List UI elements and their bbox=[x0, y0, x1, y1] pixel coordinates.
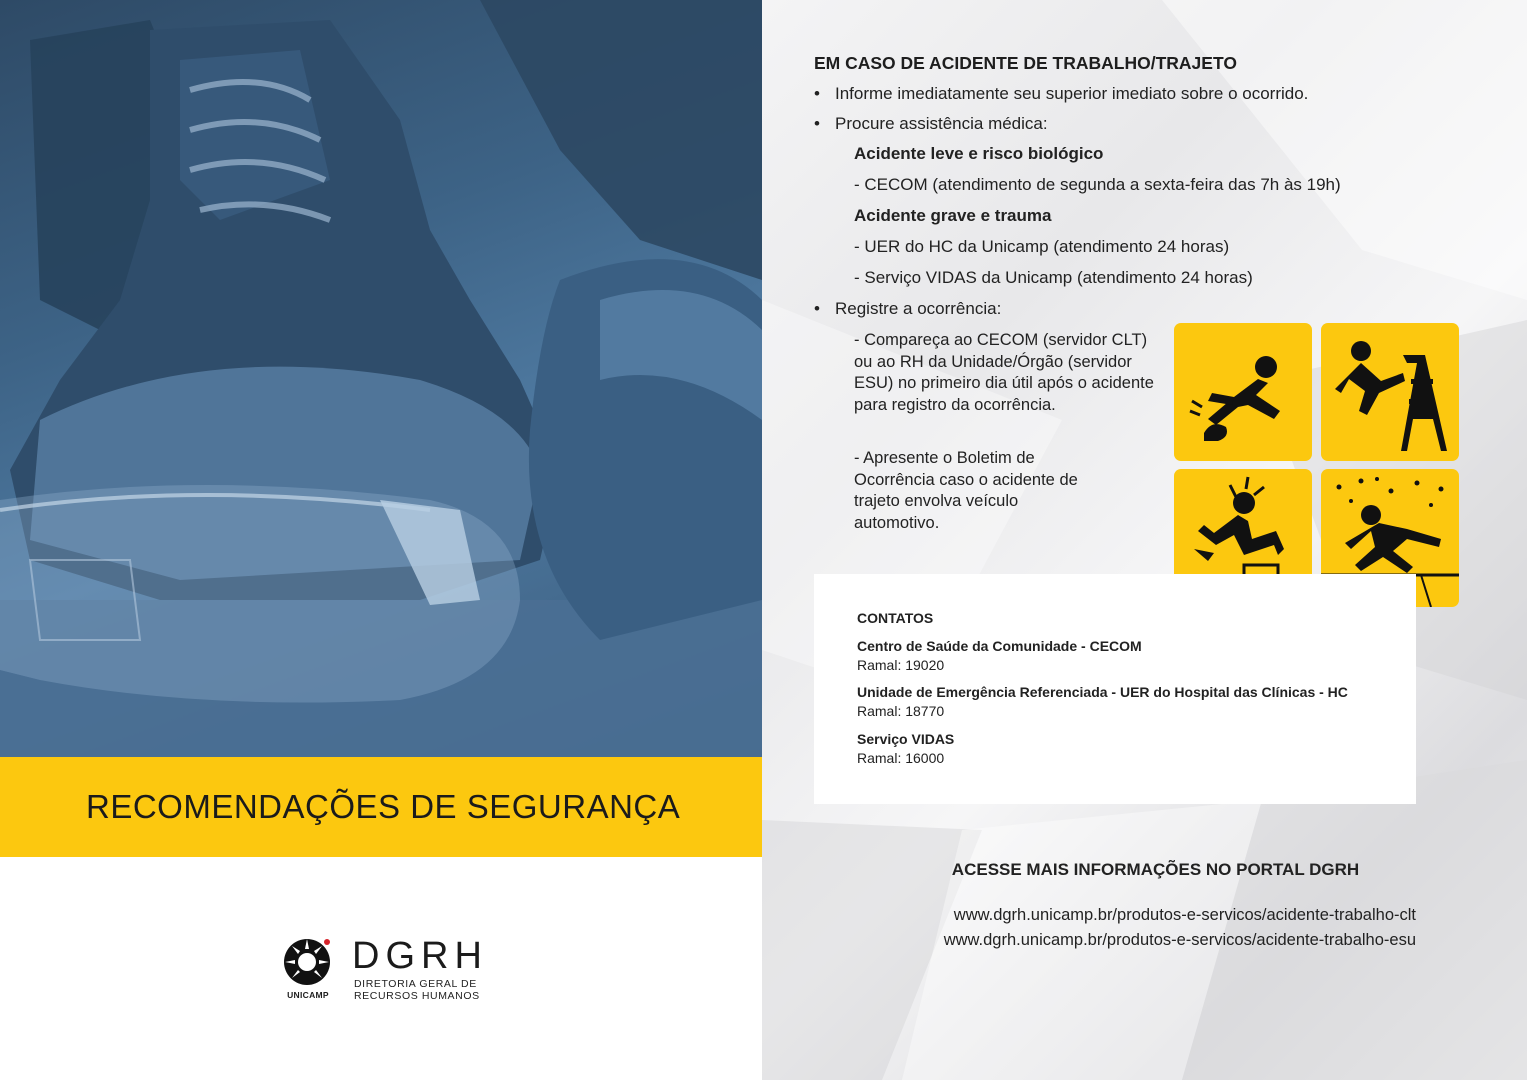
more-info-heading: ACESSE MAIS INFORMAÇÕES NO PORTAL DGRH bbox=[951, 860, 1360, 879]
link-esu[interactable]: www.dgrh.unicamp.br/produtos-e-servicos/acidente-trabalho-esu bbox=[943, 931, 1416, 949]
dgrh-subtitle-line2: RECURSOS HUMANOS bbox=[354, 990, 480, 1002]
dgrh-logo bbox=[352, 936, 492, 972]
contact-vidas-ext: Ramal: 16000 bbox=[857, 750, 945, 766]
fall-from-ladder-pictogram bbox=[1321, 323, 1459, 461]
fall-from-ladder-icon bbox=[1321, 323, 1459, 461]
bullet-seek-medical-help bbox=[814, 114, 1048, 134]
dgrh-subtitle-line1: DIRETORIA GERAL DE bbox=[354, 978, 477, 990]
police-report-instructions: - Apresente o Boletim de Ocorrência caso o acidente de trajeto envolva veículo automotivo. bbox=[854, 449, 1078, 532]
contacts-box bbox=[814, 574, 1416, 804]
register-instructions: - Compareça ao CECOM (servidor CLT) ou ao RH da Unidade/Órgão (servidor ESU) no primeiro dia útil após o acidente para registro da ocorrência. bbox=[854, 331, 1154, 414]
title-band bbox=[0, 757, 762, 857]
info-panel bbox=[762, 0, 1527, 1080]
severe-accident-heading: Acidente grave e trauma bbox=[854, 206, 1052, 225]
contact-uer-ext: Ramal: 18770 bbox=[857, 703, 945, 719]
mild-accident-heading: Acidente leve e risco biológico bbox=[854, 144, 1104, 163]
accident-heading: EM CASO DE ACIDENTE DE TRABALHO/TRAJETO bbox=[814, 53, 1237, 73]
bullet-register-occurrence bbox=[814, 299, 1001, 319]
unicamp-label: UNICAMP bbox=[287, 990, 329, 1000]
dgrh-logo-text: DGRH bbox=[352, 936, 488, 972]
trip-over-rock-icon bbox=[1174, 323, 1312, 461]
document-title: RECOMENDAÇÕES DE SEGURANÇA bbox=[86, 788, 681, 825]
contact-cecom-ext: Ramal: 19020 bbox=[857, 657, 945, 673]
bullet-text: Registre a ocorrência: bbox=[835, 299, 1002, 318]
mild-accident-cecom: - CECOM (atendimento de segunda a sexta-feira das 7h às 19h) bbox=[854, 175, 1341, 194]
bullet-text: Informe imediatamente seu superior imediato sobre o ocorrido. bbox=[835, 84, 1309, 103]
trip-over-rock-pictogram bbox=[1174, 323, 1312, 461]
contact-cecom-name: Centro de Saúde da Comunidade - CECOM bbox=[857, 638, 1142, 654]
bullet-inform-supervisor bbox=[814, 84, 1308, 104]
severe-accident-uer: - UER do HC da Unicamp (atendimento 24 horas) bbox=[854, 237, 1230, 256]
bullet-text: Procure assistência médica: bbox=[835, 114, 1048, 133]
contacts-title: CONTATOS bbox=[857, 610, 934, 626]
safety-equipment-photo bbox=[0, 0, 762, 757]
severe-accident-vidas: - Serviço VIDAS da Unicamp (atendimento 24 horas) bbox=[854, 268, 1253, 287]
contact-vidas-name: Serviço VIDAS bbox=[857, 731, 955, 747]
cover-panel bbox=[0, 0, 762, 1080]
boots-helmet-goggles-illustration bbox=[0, 0, 762, 757]
link-clt[interactable]: www.dgrh.unicamp.br/produtos-e-servicos/acidente-trabalho-clt bbox=[953, 906, 1416, 924]
contact-uer-name: Unidade de Emergência Referenciada - UER do Hospital das Clínicas - HC bbox=[857, 684, 1348, 700]
